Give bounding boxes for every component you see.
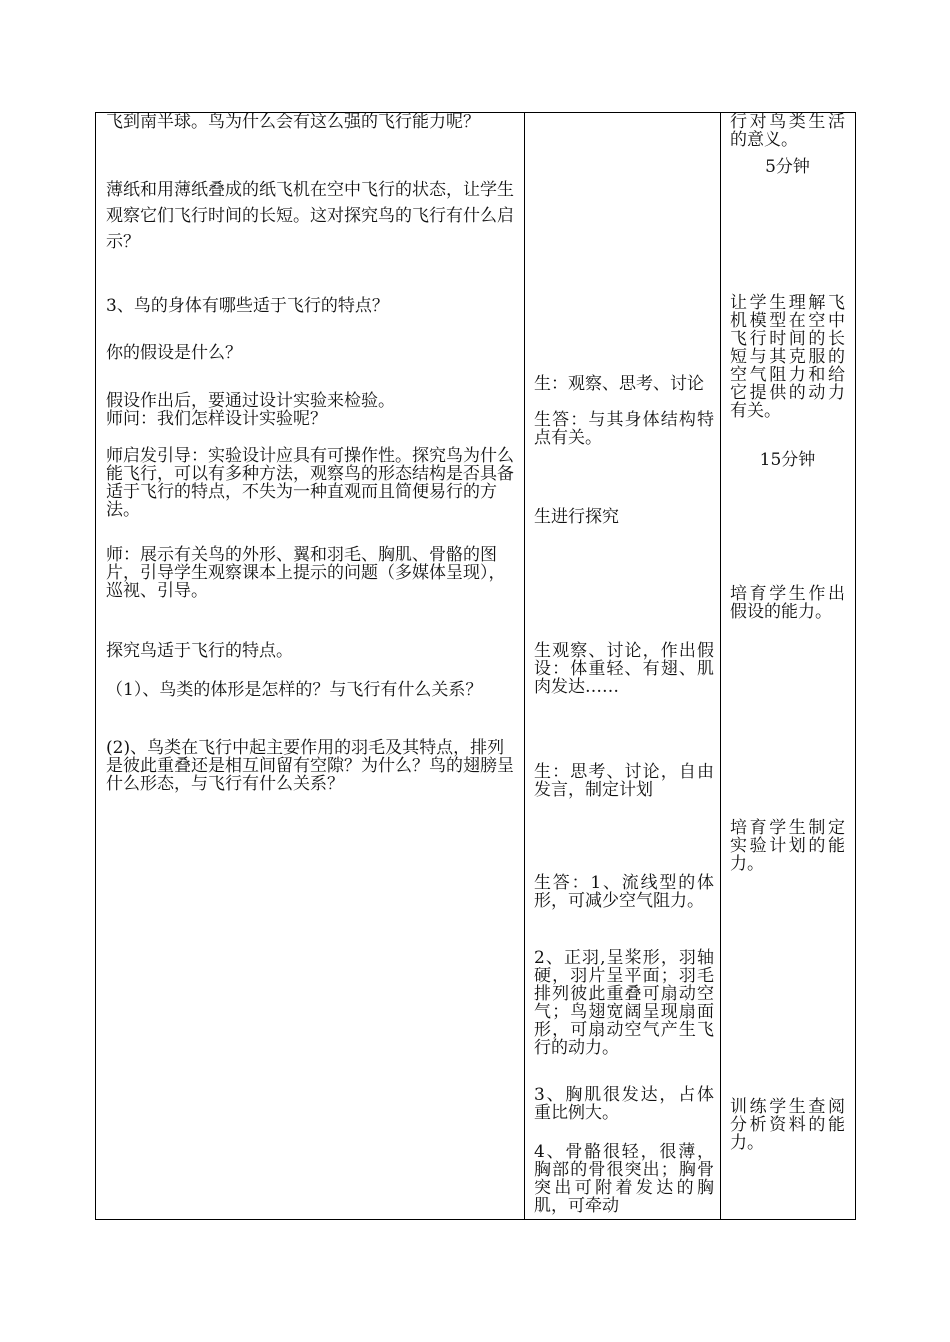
text-paragraph: 师问：我们怎样设计实验呢？ [106,409,327,429]
lesson-plan-table [95,112,856,1220]
text-paragraph: 2、正羽,呈桨形，羽轴硬，羽片呈平面；羽毛排列彼此重叠可扇动空气；鸟翅宽阔呈现扇面形，可扇动空气产生飞行的动力。 [534,948,714,1058]
text-paragraph: (2)、鸟类在飞行中起主要作用的羽毛及其特点，排列是彼此重叠还是相互间留有空隙？为什么？鸟的翅膀呈什么形态，与飞行有什么关系？ [106,738,514,794]
text-paragraph: 飞到南半球。鸟为什么会有这么强的飞行能力呢？ [106,112,480,132]
text-paragraph: 训练学生查阅分析资料的能力。 [730,1097,845,1153]
student-activity-column [524,113,721,1219]
time-label: 5分钟 [765,157,810,177]
text-paragraph: 薄纸和用薄纸叠成的纸飞机在空中飞行的状态，让学生观察它们飞行时间的长短。这对探究鸟的飞行有什么启示？ [106,180,514,252]
text-paragraph: 3、鸟的身体有哪些适于飞行的特点？ [106,296,389,316]
time-label: 15分钟 [759,450,816,470]
text-paragraph: 生进行探究 [534,507,619,527]
text-paragraph: 你的假设是什么？ [106,343,242,363]
text-paragraph: 3、胸肌很发达，占体重比例大。 [534,1085,714,1123]
teacher-activity-column [96,113,525,1219]
text-paragraph: 培育学生制定实验计划的能力。 [730,818,845,874]
text-paragraph: 师启发引导：实验设计应具有可操作性。探究鸟为什么能飞行，可以有多种方法，观察鸟的形态结构是否具备适于飞行的特点，不失为一种直观而且简便易行的方法。 [106,446,514,520]
text-paragraph: 生答：1、流线型的体形，可减少空气阻力。 [534,873,714,911]
design-intent-column [720,113,855,1219]
text-paragraph: 探究鸟适于飞行的特点。 [106,641,293,661]
text-paragraph: （1）、鸟类的体形是怎样的？与飞行有什么关系？ [106,680,483,700]
text-paragraph: 师：展示有关鸟的外形、翼和羽毛、胸肌、骨骼的图片，引导学生观察课本上提示的问题（多媒体呈现），巡视、引导。 [106,545,506,601]
text-paragraph: 生答：与其身体结构特点有关。 [534,410,714,448]
text-paragraph: 4、骨骼很轻，很薄，胸部的骨很突出；胸骨突出可附着发达的胸肌，可牵动 [534,1142,714,1216]
text-paragraph: 让学生理解飞机模型在空中飞行时间的长短与其克服的空气阻力和给它提供的动力有关。 [730,293,845,421]
text-paragraph: 生：观察、思考、讨论 [534,374,704,394]
text-paragraph: 行对鸟类生活的意义。 [730,112,845,150]
text-paragraph: 生：思考、讨论，自由发言，制定计划 [534,762,714,800]
text-paragraph: 生观察、讨论，作出假设：体重轻、有翅、肌肉发达…… [534,641,714,697]
text-paragraph: 假设作出后，要通过设计实验来检验。 [106,391,395,411]
text-paragraph: 培育学生作出假设的能力。 [730,584,845,622]
